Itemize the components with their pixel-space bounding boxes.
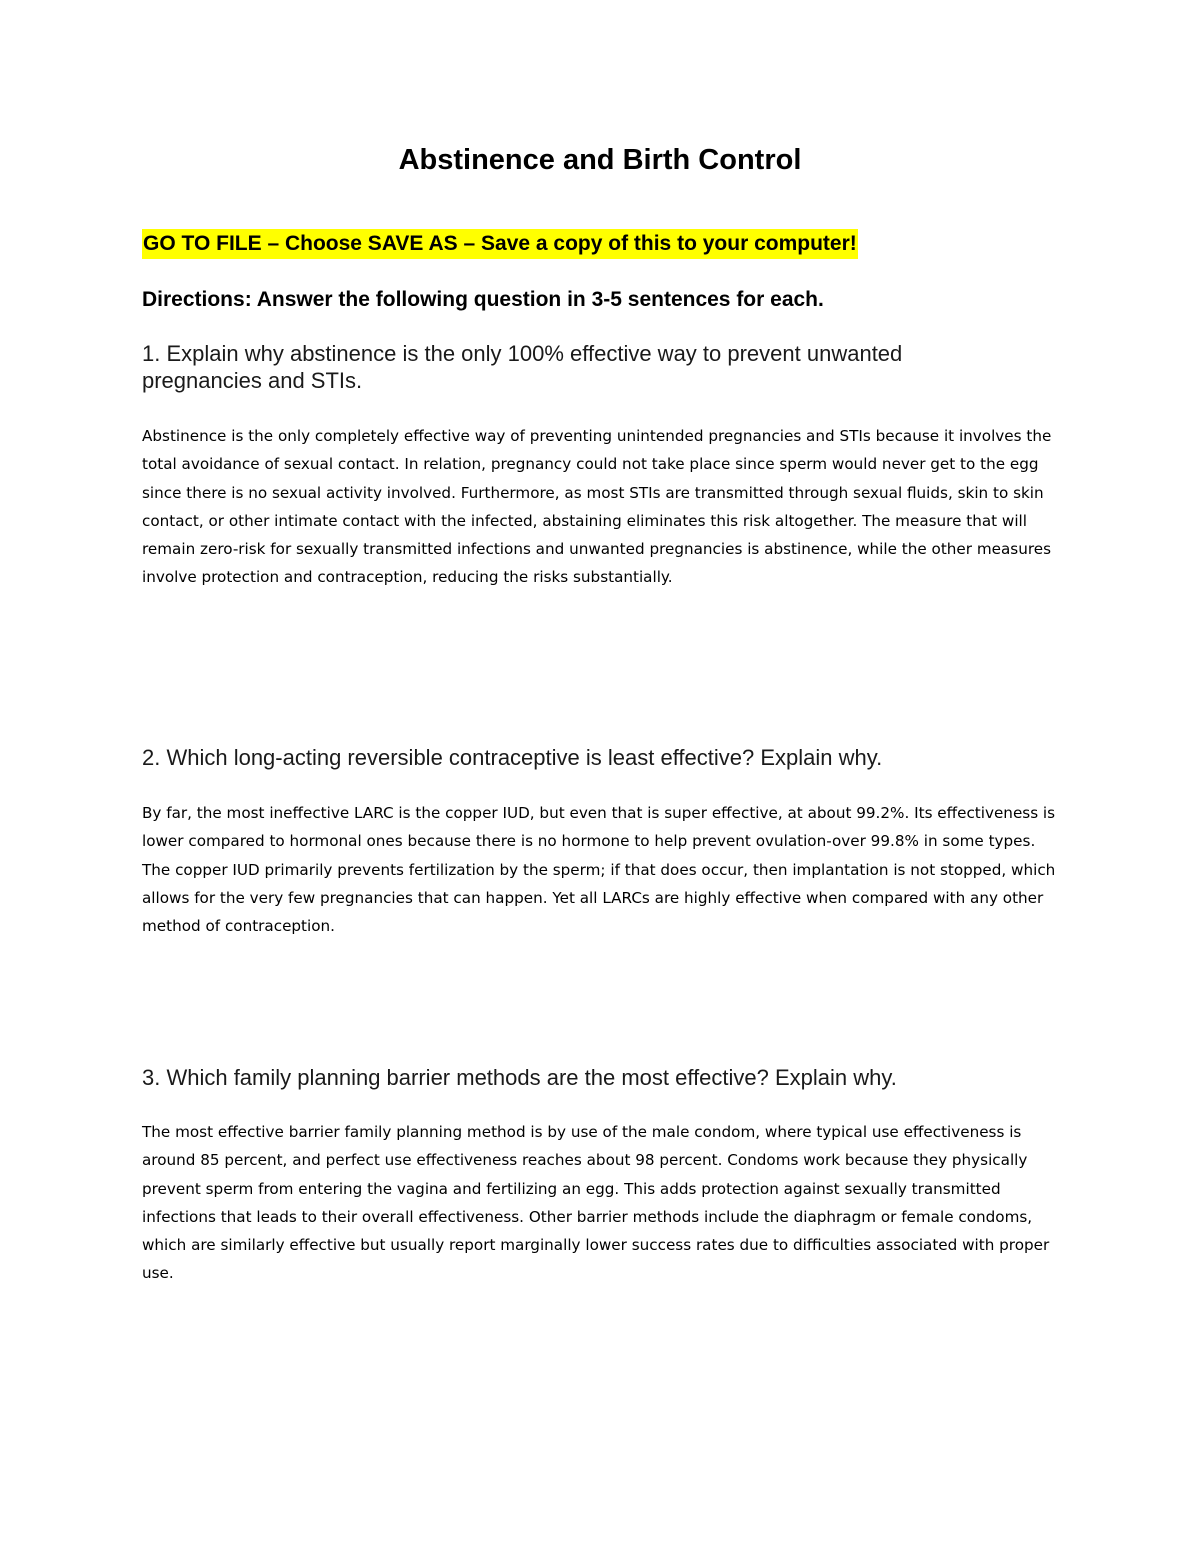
answer-3[interactable]: The most effective barrier family planning method is by use of the male condom, where typical use effectiveness is around 85 percent, and perfect use effectiveness reaches about 98 percent. Condoms work because they physically prevent sperm from entering the vagina and fertilizing an egg. This adds protection against sexually transmitted infections that leads to their overall effectiveness. Other barrier methods include the diaphragm or female condoms, which are similarly effective but usually report marginally lower success rates due to difficulties associated with proper use. bbox=[142, 1123, 1050, 1283]
answer-2[interactable]: By far, the most ineffective LARC is the copper IUD, but even that is super effective, at about 99.2%. Its effectiveness is lower compared to hormonal ones because there is no hormone to help prevent ovulation-over 99.8% in some types. The copper IUD primarily prevents fertilization by the sperm; if that does occur, then implantation is not stopped, which allows for the very few pregnancies that can happen. Yet all LARCs are highly effective when compared with any other method of contraception. bbox=[142, 804, 1056, 936]
save-instruction-highlight: GO TO FILE – Choose SAVE AS – Save a copy of this to your computer! bbox=[142, 229, 858, 259]
question-3: 3. Which family planning barrier methods are the most effective? Explain why. bbox=[142, 1065, 897, 1090]
answer-1[interactable]: Abstinence is the only completely effective way of preventing unintended pregnancies and STIs because it involves the total avoidance of sexual contact. In relation, pregnancy could not take place since sperm would never get to the egg since there is no sexual activity involved. Furthermore, as most STIs are transmitted through sexual fluids, skin to skin contact, or other intimate contact with the infected, abstaining eliminates this risk altogether. The measure that will remain zero-risk for sexually transmitted infections and unwanted pregnancies is abstinence, while the other measures involve protection and contraception, reducing the risks substantially. bbox=[142, 427, 1052, 587]
question-2: 2. Which long-acting reversible contraceptive is least effective? Explain why. bbox=[142, 745, 883, 770]
directions-text: Directions: Answer the following question in 3-5 sentences for each. bbox=[142, 288, 824, 311]
document-title: Abstinence and Birth Control bbox=[398, 144, 802, 176]
question-1: 1. Explain why abstinence is the only 100% effective way to prevent unwanted pregnancies and STIs. bbox=[142, 341, 903, 393]
